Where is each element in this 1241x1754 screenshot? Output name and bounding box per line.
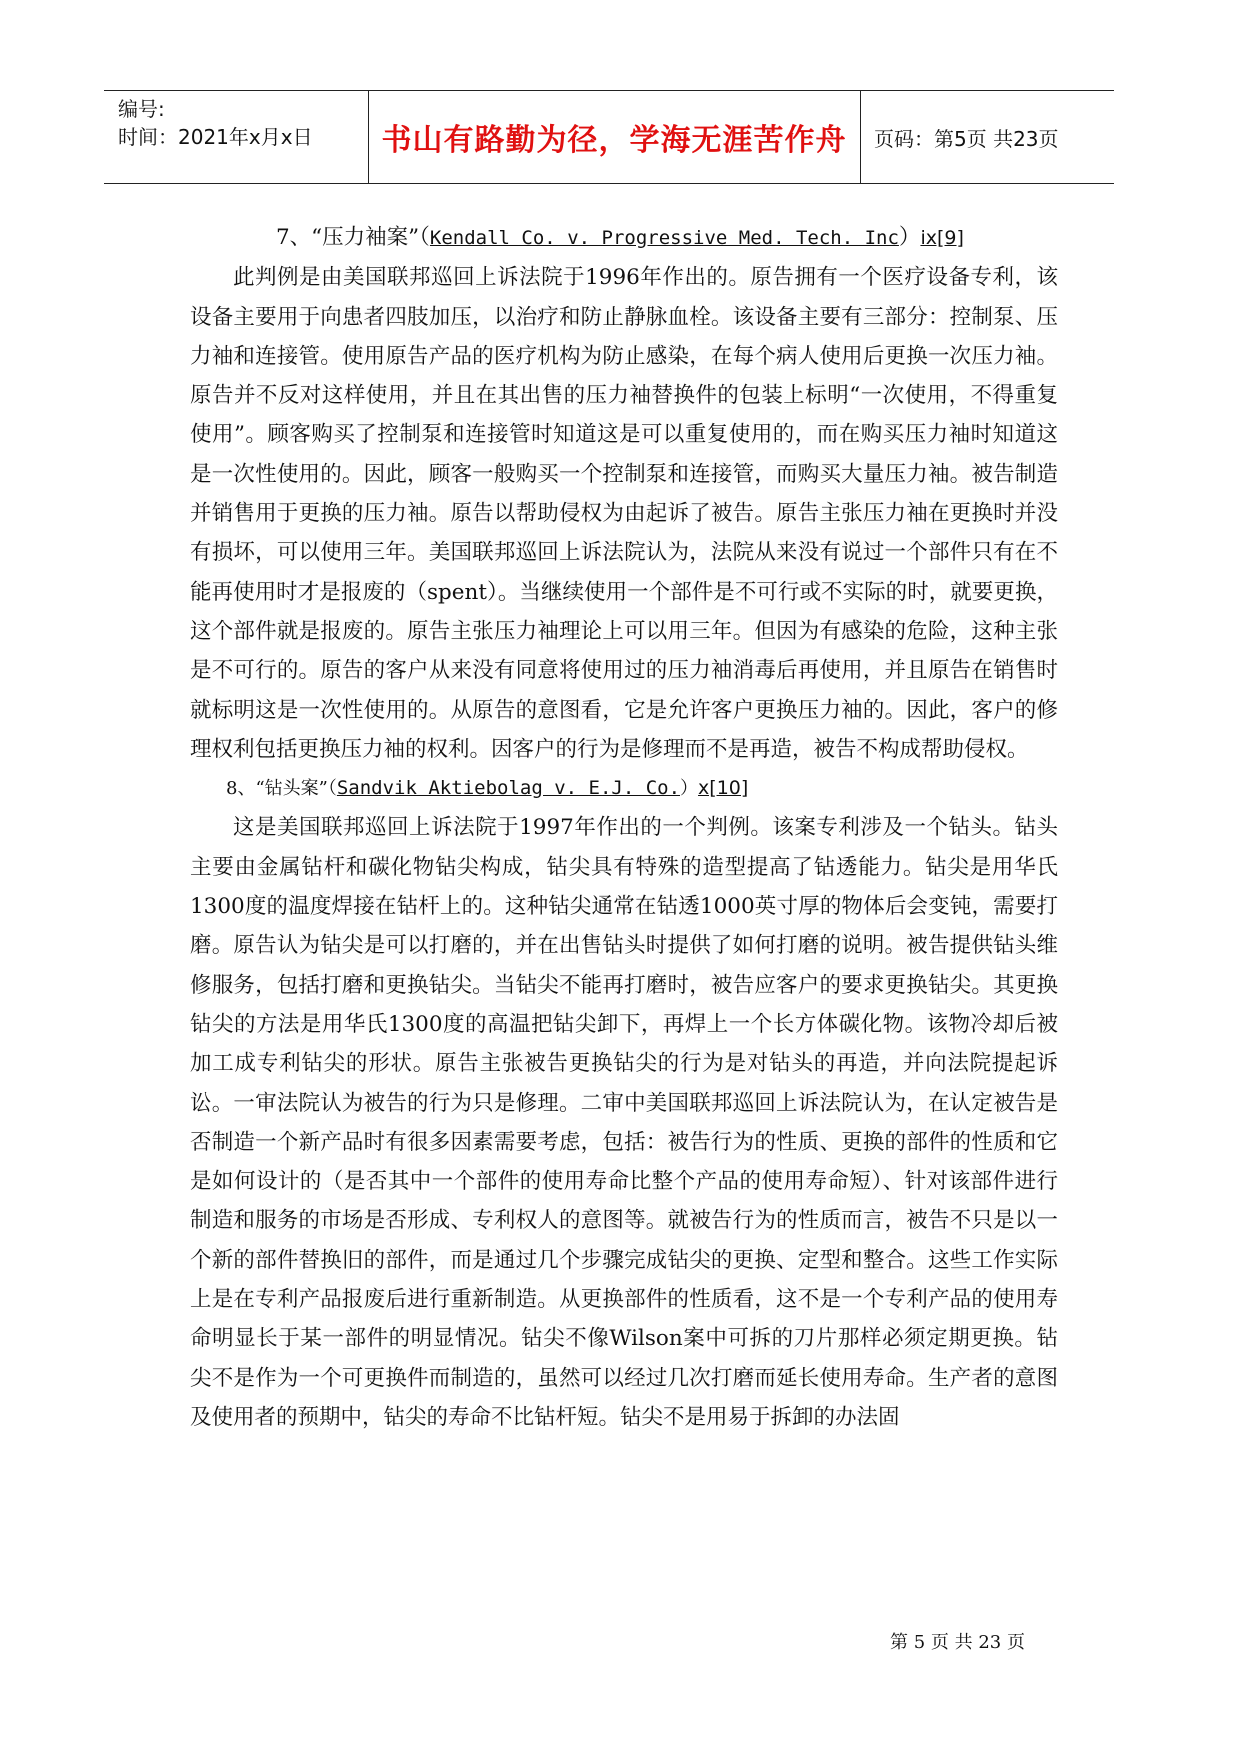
header-page-label: 页码：第5页 共23页 xyxy=(874,126,1059,151)
document-number-label: 编号: xyxy=(118,97,165,121)
case-8-title-suffix: ） xyxy=(680,778,699,800)
case-7-footnote-link[interactable]: ix[9] xyxy=(920,227,964,249)
case-8-title-prefix: 8、“钻头案”（ xyxy=(226,778,337,800)
header-motto: 书山有路勤为径，学海无涯苦作舟 xyxy=(381,123,847,158)
case-7-paragraph: 此判例是由美国联邦巡回上诉法院于1996年作出的。原告拥有一个医疗设备专利，该设备主要用于向患者四肢加压，以治疗和防止静脉血栓。该设备主要有三部分：控制泵、压力袖和连接管。使用原告产品的医疗机构为防止感染，在每个病人使用后更换一次压力袖。原告并不反对这样使用，并且在其出售的压力袖替换件的包装上标明“一次使用，不得重复使用”。顾客购买了控制泵和连接管时知道这是可以重复使用的，而在购买压力袖时知道这是一次性使用的。因此，顾客一般购买一个控制泵和连接管，而购买大量压力袖。被告制造并销售用于更换的压力袖。原告以帮助侵权为由起诉了被告。原告主张压力袖在更换时并没有损坏，可以使用三年。美国联邦巡回上诉法院认为，法院从来没有说过一个部件只有在不能再使用时才是报废的（spent）。当继续使用一个部件是不可行或不实际的时，就要更换，这个部件就是报废的。原告主张压力袖理论上可以用三年。但因为有感染的危险，这种主张是不可行的。原告的客户从来没有同意将使用过的压力袖消毒后再使用，并且原告在销售时就标明这是一次性使用的。从原告的意图看，它是允许客户更换压力袖的。因此，客户的修理权利包括更换压力袖的权利。因客户的行为是修理而不是再造，被告不构成帮助侵权。 xyxy=(190,265,1058,762)
case-7-case-name[interactable]: Kendall Co. v. Progressive Med. Tech. Inc xyxy=(429,227,899,249)
case-8-heading xyxy=(190,769,1058,808)
header-divider xyxy=(368,91,369,183)
case-7-title-suffix: ） xyxy=(898,225,921,250)
case-7-title-prefix: 7、“压力袖案”（ xyxy=(276,225,430,250)
case-8-footnote-link[interactable]: x[10] xyxy=(698,777,749,800)
header-divider xyxy=(860,91,861,183)
document-time-label: 时间：2021年x月x日 xyxy=(118,125,313,149)
header-meta xyxy=(118,95,368,151)
document-body xyxy=(190,218,1058,1437)
case-8-case-name[interactable]: Sandvik Aktiebolag v. E.J. Co. xyxy=(336,777,681,800)
page-header xyxy=(104,90,1114,184)
case-8-paragraph: 这是美国联邦巡回上诉法院于1997年作出的一个判例。该案专利涉及一个钻头。钻头主要由金属钻杆和碳化物钻尖构成，钻尖具有特殊的造型提高了钻透能力。钻尖是用华氏1300度的温度焊接在钻杆上的。这种钻尖通常在钻透1000英寸厚的物体后会变钝，需要打磨。原告认为钻尖是可以打磨的，并在出售钻头时提供了如何打磨的说明。被告提供钻头维修服务，包括打磨和更换钻尖。当钻尖不能再打磨时，被告应客户的要求更换钻尖。其更换钻尖的方法是用华氏1300度的高温把钻尖卸下，再焊上一个长方体碳化物。该物冷却后被加工成专利钻尖的形状。原告主张被告更换钻尖的行为是对钻头的再造，并向法院提起诉讼。一审法院认为被告的行为只是修理。二审中美国联邦巡回上诉法院认为，在认定被告是否制造一个新产品时有很多因素需要考虑，包括：被告行为的性质、更换的部件的性质和它是如何设计的（是否其中一个部件的使用寿命比整个产品的使用寿命短）、针对该部件进行制造和服务的市场是否形成、专利权人的意图等。就被告行为的性质而言，被告不只是以一个新的部件替换旧的部件，而是通过几个步骤完成钻尖的更换、定型和整合。这些工作实际上是在专利产品报废后进行重新制造。从更换部件的性质看，这不是一个专利产品的使用寿命明显长于某一部件的明显情况。钻尖不像Wilson案中可拆的刀片那样必须定期更换。钻尖不是作为一个可更换件而制造的，虽然可以经过几次打磨而延长使用寿命。生产者的意图及使用者的预期中，钻尖的寿命不比钻杆短。钻尖不是用易于拆卸的办法固 xyxy=(190,815,1058,1430)
page-footer: 第 5 页 共 23 页 xyxy=(890,1632,1025,1653)
case-7-heading xyxy=(190,218,1058,258)
